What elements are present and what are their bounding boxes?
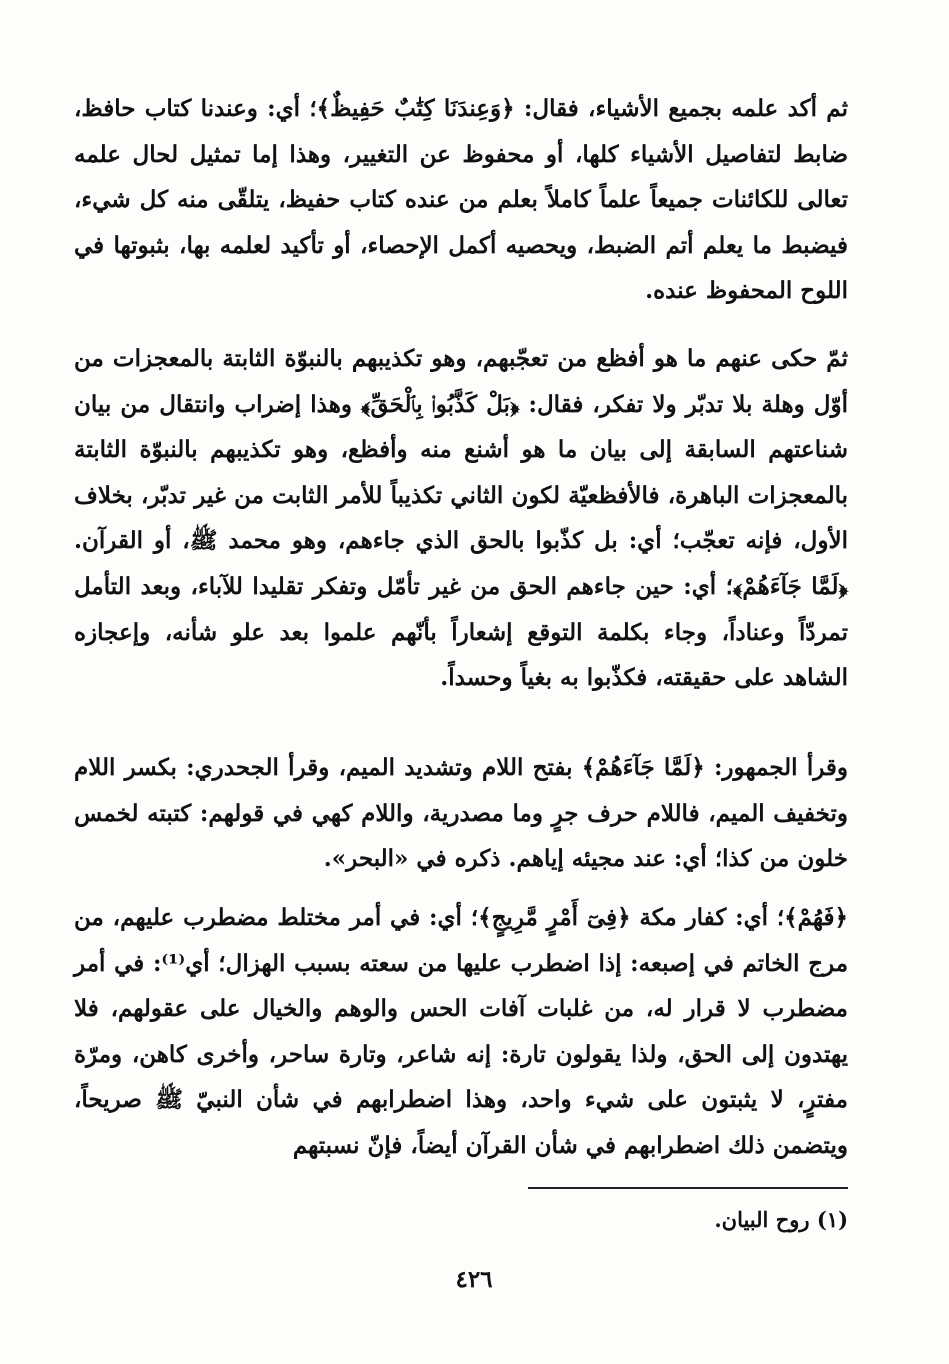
body-paragraph: ثمّ حكى عنهم ما هو أفظع من تعجّبهم، وهو تكذيبهم بالنبوّة الثابتة بالمعجزات من أوّل وهلة بلا تدبّر ولا تفكر، فقال: ﴿بَلْ كَذَّبُوا۟ بِٱلْحَقِّ﴾ وهذا إضراب وانتقال من بيان شناعتهم السابقة إلى بيان ما هو أشنع منه وأفظع، وهو تكذيبهم بالنبوّة الثابتة بالمعجزات الباهرة، فالأفظعيّة لكون الثاني تكذيباً للأمر الثابت من غير تدبّر، بخلاف الأول، فإنه تعجّب؛ أي: بل كذّبوا بالحق الذي جاءهم، وهو محمد ﷺ، أو القرآن. ﴿لَمَّا جَآءَهُمْ﴾؛ أي: حين جاءهم الحق من غير تأمّل وتفكر تقليدا للآباء، وبعد التأمل تمردّاً وعناداً، وجاء بكلمة التوقع إشعاراً بأنّهم علموا بعد علو شأنه، وإعجازه الشاهد على حقيقته، فكذّبوا به بغياً وحسداً. <box>74 345 848 692</box>
page-number: ٤٢٦ <box>455 1266 493 1293</box>
body-paragraph: وقرأ الجمهور: ﴿لَمَّا جَآءَهُمْ﴾ بفتح اللام وتشديد الميم، وقرأ الجحدري: بكسر اللام وتخفيف الميم، فاللام حرف جرٍ وما مصدرية، واللام كهي في قولهم: كتبته لخمس خلون من كذا؛ أي: عند مجيئه إياهم. ذكره في «البحر». <box>74 754 848 873</box>
footnote: (١) روح البيان. <box>714 1207 848 1232</box>
body-paragraph: ثم أكد علمه بجميع الأشياء، فقال: ﴿وَعِندَنَا كِتَٰبٌ حَفِيظٌ﴾؛ أي: وعندنا كتاب حافظ، ضابط لتفاصيل الأشياء كلها، أو محفوظ عن التغيير، وهذا إما تمثيل لحال علمه تعالى للكائنات جميعاً علماً كاملاً بعلم من عنده كتاب حفيظ، يتلقّى منه كل شيء، فيضبط ما يعلم أتم الضبط، ويحصيه أكمل الإحصاء، أو تأكيد لعلمه بها، بثبوتها في اللوح المحفوظ عنده. <box>74 95 848 305</box>
footnote-separator <box>528 1187 848 1189</box>
body-paragraph: ﴿فَهُمْ﴾؛ أي: كفار مكة ﴿فِىٓ أَمْرٍ مَّرِيجٍ﴾؛ أي: في أمر مختلط مضطرب عليهم، من مرج الخاتم في إصبعه: إذا اضطرب عليها من سعته بسبب الهزال؛ أي⁽¹⁾: في أمر مضطرب لا قرار له، من غلبات آفات الحس والوهم والخيال على عقولهم، فلا يهتدون إلى الحق، ولذا يقولون تارة: إنه شاعر، وتارة ساحر، وأخرى كاهن، ومرّة مفترٍ، لا يثبتون على شيء واحد، وهذا اضطرابهم في شأن النبيّ ﷺ صريحاً، ويتضمن ذلك اضطرابهم في شأن القرآن أيضاً، فإنّ نسبتهم <box>74 904 849 1159</box>
